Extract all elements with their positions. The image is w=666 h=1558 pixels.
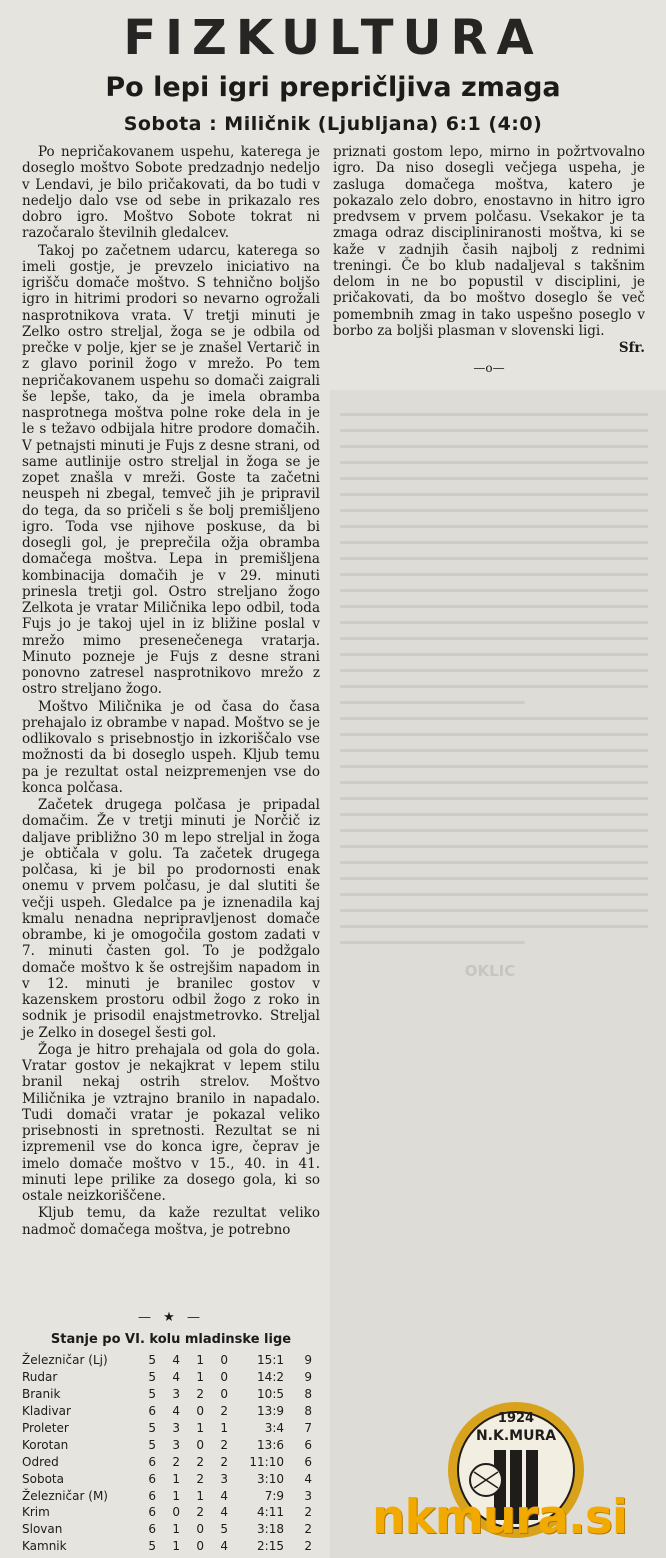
standings-row	[22, 1403, 312, 1420]
article-right-column	[333, 144, 645, 377]
wins: 1	[172, 1471, 180, 1486]
standings-row	[22, 1487, 312, 1504]
draws: 1	[196, 1488, 204, 1503]
goal-ratio: 13:9	[257, 1404, 284, 1419]
played: 6	[148, 1488, 156, 1503]
losses: 4	[220, 1488, 228, 1503]
article-paragraph: Moštvo Miličnika je od časa do časa prehajalo iz obrambe v napad. Moštvo se je odlikovalo s prisebnostjo in izkoriščalo vse možnosti da bi doseglo uspeh. Kljub temu pa je rezultat ostal neizpremenjen vse do konca polčasa.	[22, 698, 320, 796]
draws: 2	[196, 1471, 204, 1486]
wins: 1	[172, 1488, 180, 1503]
wins: 4	[172, 1353, 180, 1368]
standings-row	[22, 1386, 312, 1403]
points: 6	[304, 1437, 312, 1452]
standings-title: Stanje po VI. kolu mladinske lige	[50, 1332, 292, 1347]
team-name: Železničar (M)	[22, 1488, 108, 1503]
wins: 3	[172, 1437, 180, 1452]
article-paragraph: Po nepričakovanem uspehu, katerega je doseglo moštvo Sobote predzadnjo nedeljo v Lendavi, je bilo pričakovati, da bo tudi v nedeljo dalo vse od sebe in prikazalo res dobro igro. Moštvo Sobote tokrat ni razočaralo številnih gledalcev.	[22, 144, 320, 242]
played: 5	[148, 1370, 156, 1385]
wins: 1	[172, 1539, 180, 1554]
played: 5	[148, 1539, 156, 1554]
played: 5	[148, 1353, 156, 1368]
points: 2	[304, 1522, 312, 1537]
played: 5	[148, 1437, 156, 1452]
played: 6	[148, 1471, 156, 1486]
wins: 3	[172, 1421, 180, 1435]
standings-row	[22, 1369, 312, 1386]
subhead-score: Sobota : Miličnik (Ljubljana) 6:1 (4:0)	[123, 113, 543, 135]
losses: 3	[220, 1471, 228, 1486]
played: 6	[148, 1522, 156, 1537]
logo-year: 1924	[497, 1411, 535, 1426]
headline: Po lepi igri prepričljiva zmaga	[105, 72, 561, 103]
losses: 5	[220, 1522, 228, 1537]
points: 6	[304, 1454, 312, 1469]
goal-ratio: 13:6	[257, 1437, 284, 1452]
played: 5	[148, 1421, 156, 1435]
team-name: Sobota	[22, 1471, 64, 1486]
losses: 4	[220, 1539, 228, 1554]
article-paragraph: Žoga je hitro prehajala od gola do gola. Vratar gostov je nekajkrat v lepem stilu branil nekaj ostrih strelov. Moštvo Miličnika je vztrajno branilo in napadalo. Tudi domači vratar je pokazal veliko prisebnosti in spretnosti. Rezultat se ni izpremenil vse do konca igre, čeprav je imelo domače moštvo v 15., 40. in 41. minuti lepe prilike za dosego gola, ki so ostale neizkoriščene.	[22, 1041, 320, 1204]
masthead: FIZKULTURA	[123, 10, 543, 66]
points: 3	[304, 1488, 312, 1503]
team-name: Rudar	[22, 1370, 58, 1385]
played: 6	[148, 1505, 156, 1520]
article-paragraph: Kljub temu, da kaže rezultat veliko nadmoč domačega moštva, je potrebno	[22, 1205, 320, 1238]
standings-row	[22, 1538, 312, 1555]
draws: 2	[196, 1387, 204, 1402]
draws: 2	[196, 1454, 204, 1469]
draws: 0	[196, 1522, 204, 1537]
standings-row	[22, 1436, 312, 1453]
goal-ratio: 4:11	[257, 1505, 284, 1520]
played: 6	[148, 1404, 156, 1419]
wins: 2	[172, 1454, 180, 1469]
draws: 0	[196, 1539, 204, 1554]
wins: 4	[172, 1370, 180, 1385]
standings-row	[22, 1521, 312, 1538]
article-paragraph: Takoj po začetnem udarcu, katerega so imeli gostje, je prevzelo iniciativo na igrišču domače moštvo. S tehnično boljšo igro in hitrimi prodori so nevarno ogrožali nasprotnikova vrata. V tretji minuti je Zelko ostro streljal, žoga se je odbila od prečke v polje, kjer se je znašel Vertarič in z glavo porinil žogo v mrežo. Po tem nepričakovanem uspehu so domači zaigrali še lepše, tako, da je imela obramba nasprotnega moštva polne roke dela in je le s težavo odbijala hitre prodore domačih. V petnajsti minuti je Fujs z desne strani, od same autlinije ostro streljal in žoga se je zopet znašla v mreži. Goste ta začetni neuspeh ni zbegal, temveč jih je pripravil do tega, da so pričeli s še bolj premišljeno igro. Toda vse njihove poskuse, da bi dosegli gol, je preprečila ožja obramba domačega moštva. Lepa in premišljena kombinacija domačih je v 29. minuti prinesla tretji gol. Ostro streljano žogo Zelkota je vratar Miličnika lepo odbil, toda Fujs jo je takoj ujel in iz bližine poslal v mrežo mimo presenečenega vratarja. Minuto pozneje je Fujs z desne strani ponovno zatresel nasprotnikovo mrežo z ostro streljano žogo.	[22, 242, 320, 698]
goal-ratio: 3:4	[264, 1421, 284, 1435]
team-name: Kamnik	[22, 1539, 67, 1554]
draws: 0	[196, 1404, 204, 1419]
losses: 0	[220, 1387, 228, 1402]
points: 2	[304, 1539, 312, 1554]
team-name: Odred	[22, 1454, 59, 1469]
goal-ratio: 10:5	[257, 1387, 284, 1402]
points: 8	[304, 1404, 312, 1419]
faded-section-title: OKLIC	[464, 962, 516, 980]
standings-row	[22, 1420, 312, 1437]
wins: 0	[172, 1505, 180, 1520]
logo-club-name: N.K.MURA	[475, 1428, 557, 1444]
star-separator: — ★ —	[138, 1310, 204, 1325]
points: 9	[304, 1370, 312, 1385]
points: 7	[304, 1421, 312, 1435]
standings-row	[22, 1352, 312, 1369]
wins: 4	[172, 1404, 180, 1419]
goal-ratio: 3:10	[257, 1471, 284, 1486]
draws: 0	[196, 1437, 204, 1452]
losses: 4	[220, 1505, 228, 1520]
draws: 1	[196, 1421, 204, 1435]
standings-table	[22, 1352, 312, 1555]
illegible-faded-text	[340, 400, 648, 1520]
section-separator: —o—	[473, 361, 505, 376]
standings-row	[22, 1453, 312, 1470]
losses: 1	[220, 1421, 228, 1435]
team-name: Krim	[22, 1505, 50, 1520]
draws: 1	[196, 1370, 204, 1385]
points: 9	[304, 1353, 312, 1368]
goal-ratio: 2:15	[257, 1539, 284, 1554]
article-left-column	[22, 144, 320, 1239]
played: 5	[148, 1387, 156, 1402]
standings-row	[22, 1504, 312, 1521]
team-name: Kladivar	[22, 1404, 71, 1419]
played: 6	[148, 1454, 156, 1469]
team-name: Korotan	[22, 1437, 69, 1452]
wins: 1	[172, 1522, 180, 1537]
team-name: Železničar (Lj)	[22, 1353, 108, 1368]
goal-ratio: 14:2	[257, 1370, 284, 1385]
draws: 2	[196, 1505, 204, 1520]
points: 4	[304, 1471, 312, 1486]
points: 2	[304, 1505, 312, 1520]
losses: 2	[220, 1404, 228, 1419]
losses: 2	[220, 1437, 228, 1452]
team-name: Proleter	[22, 1421, 69, 1435]
draws: 1	[196, 1353, 204, 1368]
team-name: Slovan	[22, 1522, 63, 1537]
losses: 0	[220, 1353, 228, 1368]
losses: 2	[220, 1454, 228, 1469]
wins: 3	[172, 1387, 180, 1402]
standings-row	[22, 1470, 312, 1487]
goal-ratio: 11:10	[249, 1454, 284, 1469]
goal-ratio: 15:1	[257, 1353, 284, 1368]
author-signature: Sfr.	[618, 340, 645, 356]
losses: 0	[220, 1370, 228, 1385]
article-paragraph: priznati gostom lepo, mirno in požrtvovalno igro. Da niso dosegli večjega uspeha, je zasluga domačega moštva, katero je pokazalo zelo dobro, enostavno in hitro igro predvsem v prvem polčasu. Vsekakor je ta zmaga odraz discipliniranosti moštva, ki se kaže v zadnjih časih najbolj z rednimi treningi. Če bo klub nadaljeval s takšnim delom in ne bo popustil v disciplini, je pričakovati, da bo moštvo doseglo še več pomembnih zmag in tako uspešno poseglo v borbo za boljši plasman v slovenski ligi.	[333, 144, 645, 339]
points: 8	[304, 1387, 312, 1402]
goal-ratio: 7:9	[264, 1488, 284, 1503]
team-name: Branik	[22, 1387, 61, 1402]
goal-ratio: 3:18	[257, 1522, 284, 1537]
website-wordmark: nkmura.si	[372, 1490, 627, 1545]
article-paragraph: Začetek drugega polčasa je pripadal domačim. Že v tretji minuti je Norčič iz daljave približno 30 m lepo streljal in žoga je obtičala v golu. Ta začetek drugega polčasa, ki je bil po prodornosti enak onemu v prvem polčasu, je dal slutiti še večji uspeh. Gledalce pa je iznenadila kaj kmalu nenadna nepripravljenost domače obrambe, ki je omogočila gostom zadati v 7. minuti časten gol. To je podžgalo domače moštvo k še ostrejšim napadom in v 12. minuti je branilec gostov v kazenskem prostoru odbil žogo z roko in sodnik je prisodil enajstmetrovko. Streljal je Zelko in dosegel šesti gol.	[22, 797, 320, 1041]
